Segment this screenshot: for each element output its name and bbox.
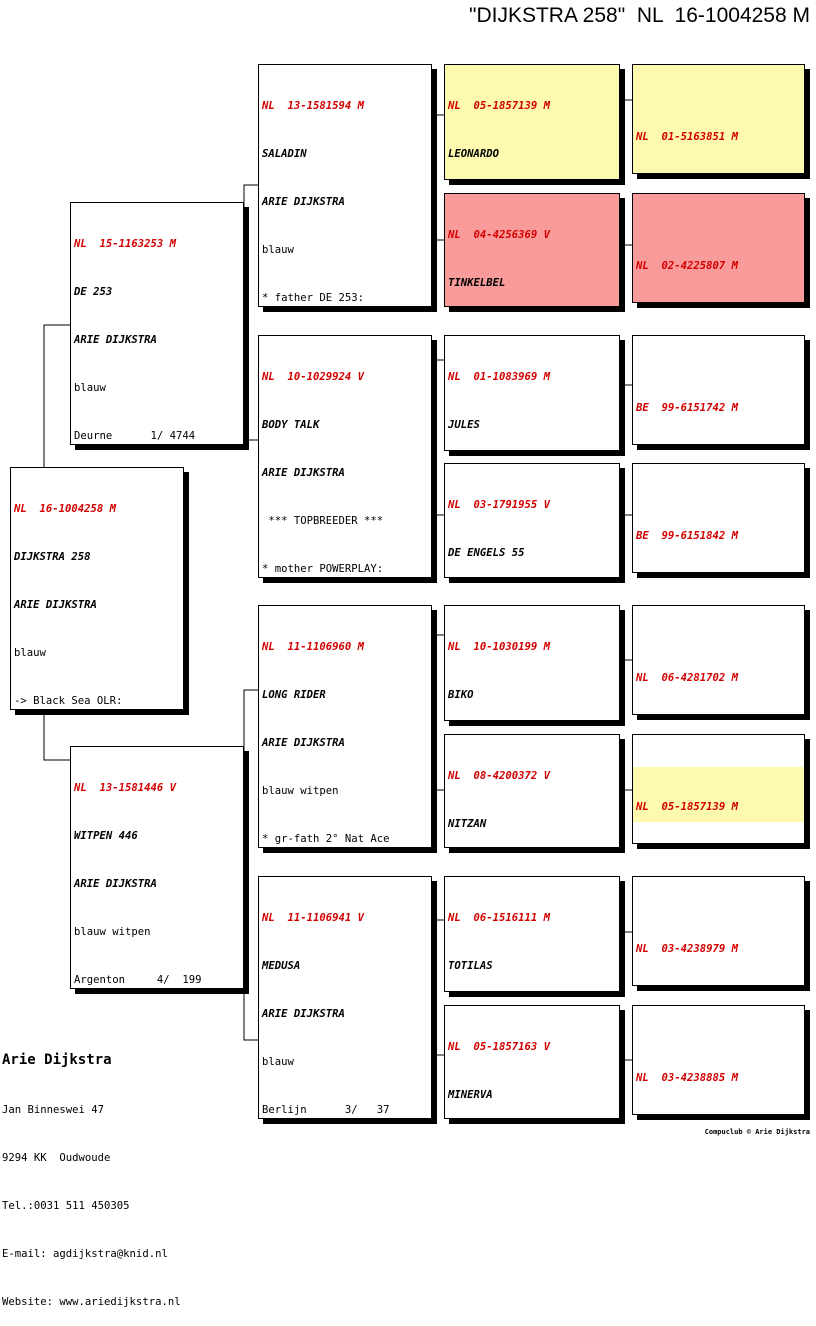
pigeon-name: MINERVA bbox=[448, 1089, 493, 1101]
owner-name: Arie Dijkstra bbox=[2, 1052, 112, 1068]
pigeon-name: DIJKSTRA 258 bbox=[14, 551, 91, 563]
pigeon-name: WITPEN 446 bbox=[74, 830, 138, 842]
pair-male bbox=[633, 1038, 804, 1093]
ring-number: NL 13-1581594 M bbox=[262, 100, 365, 112]
breeder-name: ARIE DIJKSTRA bbox=[262, 467, 345, 479]
card-pair-3 bbox=[632, 335, 805, 445]
breeder-name: ARIE DIJKSTRA bbox=[262, 737, 345, 749]
pigeon-name: SALADIN bbox=[262, 148, 307, 160]
ring-number: NL 08-4200372 V bbox=[448, 770, 551, 782]
breeder-name: ARIE DIJKSTRA bbox=[262, 1008, 345, 1020]
line: * father DE 253: bbox=[262, 292, 365, 304]
ring-number: NL 10-1029924 V bbox=[262, 371, 365, 383]
owner-phone: Tel.:0031 511 450305 bbox=[2, 1200, 130, 1212]
owner-contact bbox=[2, 1018, 181, 1326]
card-pair-6 bbox=[632, 734, 805, 844]
card-pair-2 bbox=[632, 193, 805, 303]
pair-male bbox=[636, 226, 801, 280]
line: Deurne 1/ 4744 bbox=[74, 430, 196, 442]
line: blauw bbox=[262, 1056, 294, 1068]
footer-credit: Compuclub © Arie Dijkstra bbox=[704, 1128, 810, 1136]
ring-number: NL 05-1857139 M bbox=[636, 801, 739, 813]
card-dam bbox=[70, 746, 244, 989]
pair-male bbox=[636, 496, 801, 550]
line: * gr-fath 2° Nat Ace bbox=[262, 833, 390, 845]
ring-number: NL 06-1516111 M bbox=[448, 912, 551, 924]
owner-email: E-mail: agdijkstra@knid.nl bbox=[2, 1248, 168, 1260]
pigeon-name: DE 253 bbox=[74, 286, 113, 298]
line: blauw bbox=[14, 647, 46, 659]
pigeon-name: LEONARDO bbox=[448, 148, 500, 160]
pigeon-name: MEDUSA bbox=[262, 960, 301, 972]
line: -> Black Sea OLR: bbox=[14, 695, 123, 707]
ring-number: NL 02-4225807 M bbox=[636, 260, 739, 272]
card-sds bbox=[444, 335, 620, 451]
card-sire bbox=[70, 202, 244, 445]
card-dds bbox=[444, 876, 620, 992]
owner-address: Jan Binneswei 47 bbox=[2, 1104, 105, 1116]
pigeon-name: LONG RIDER bbox=[262, 689, 326, 701]
pigeon-name: DE ENGELS 55 bbox=[448, 547, 525, 559]
ring-number: BE 99-6151842 M bbox=[636, 530, 739, 542]
ring-number: NL 10-1030199 M bbox=[448, 641, 551, 653]
ring-number: NL 03-1791955 V bbox=[448, 499, 551, 511]
breeder-name: ARIE DIJKSTRA bbox=[74, 334, 157, 346]
pigeon-name: BODY TALK bbox=[262, 419, 320, 431]
line: blauw bbox=[74, 382, 106, 394]
ring-number: NL 05-1857163 V bbox=[448, 1041, 551, 1053]
pair-male bbox=[636, 97, 801, 151]
page-title: "DIJKSTRA 258" NL 16-1004258 M bbox=[469, 4, 810, 27]
pigeon-name: BIKO bbox=[448, 689, 474, 701]
line: *** TOPBREEDER *** bbox=[262, 515, 384, 527]
ring-number: NL 11-1106941 V bbox=[262, 912, 365, 924]
card-ssd bbox=[444, 193, 620, 307]
card-subject bbox=[10, 467, 184, 710]
pair-male bbox=[633, 767, 804, 822]
card-sd bbox=[258, 335, 432, 578]
ring-number: NL 04-4256369 V bbox=[448, 229, 551, 241]
owner-city: 9294 KK Oudwoude bbox=[2, 1152, 111, 1164]
pigeon-name: JULES bbox=[448, 419, 480, 431]
card-dsd bbox=[444, 734, 620, 848]
card-dd bbox=[258, 876, 432, 1119]
ring-number: NL 01-1083969 M bbox=[448, 371, 551, 383]
ring-number: NL 13-1581446 V bbox=[74, 782, 177, 794]
pigeon-name: NITZAN bbox=[448, 818, 487, 830]
card-dss bbox=[444, 605, 620, 721]
line: * mother POWERPLAY: bbox=[262, 563, 384, 575]
card-pair-5 bbox=[632, 605, 805, 715]
ring-number: NL 06-4281702 M bbox=[636, 672, 739, 684]
card-pair-4 bbox=[632, 463, 805, 573]
pair-male bbox=[636, 638, 801, 692]
ring-number: NL 11-1106960 M bbox=[262, 641, 365, 653]
card-pair-7 bbox=[632, 876, 805, 986]
owner-website: Website: www.ariedijkstra.nl bbox=[2, 1296, 181, 1308]
card-ddd bbox=[444, 1005, 620, 1119]
card-pair-1 bbox=[632, 64, 805, 174]
ring-number: NL 15-1163253 M bbox=[74, 238, 177, 250]
line: blauw witpen bbox=[74, 926, 151, 938]
line: blauw bbox=[262, 244, 294, 256]
ring-number: NL 16-1004258 M bbox=[14, 503, 117, 515]
pair-male bbox=[636, 368, 801, 422]
card-sss bbox=[444, 64, 620, 180]
card-ds bbox=[258, 605, 432, 848]
card-ss bbox=[258, 64, 432, 307]
ring-number: NL 05-1857139 M bbox=[448, 100, 551, 112]
ring-number: NL 01-5163851 M bbox=[636, 131, 739, 143]
pigeon-name: TINKELBEL bbox=[448, 277, 506, 289]
card-pair-8 bbox=[632, 1005, 805, 1115]
ring-number: NL 03-4238979 M bbox=[636, 943, 739, 955]
breeder-name: ARIE DIJKSTRA bbox=[262, 196, 345, 208]
breeder-name: ARIE DIJKSTRA bbox=[74, 878, 157, 890]
pigeon-name: TOTILAS bbox=[448, 960, 493, 972]
line: Argenton 4/ 199 bbox=[74, 974, 202, 986]
card-sdd bbox=[444, 463, 620, 578]
breeder-name: ARIE DIJKSTRA bbox=[14, 599, 97, 611]
pair-male bbox=[636, 909, 801, 963]
ring-number: BE 99-6151742 M bbox=[636, 402, 739, 414]
line: Berlijn 3/ 37 bbox=[262, 1104, 390, 1116]
ring-number: NL 03-4238885 M bbox=[636, 1072, 739, 1084]
line: blauw witpen bbox=[262, 785, 339, 797]
